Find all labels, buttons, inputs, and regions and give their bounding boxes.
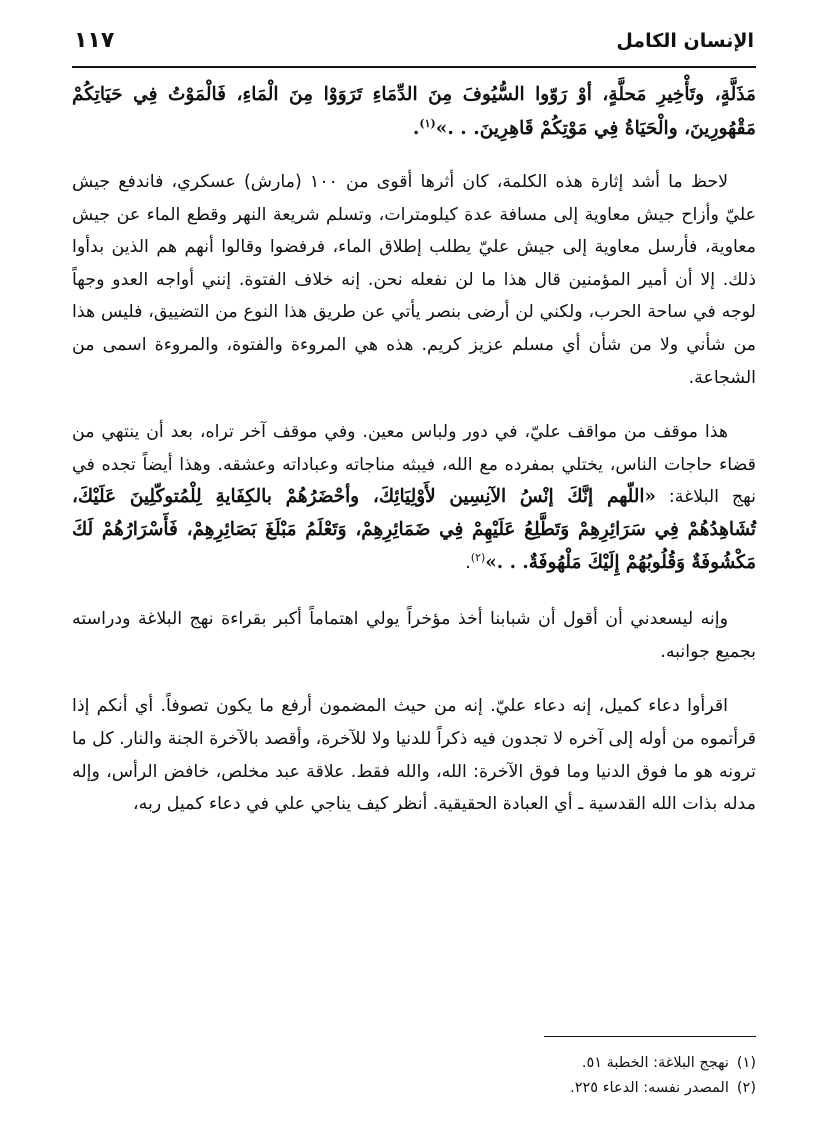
footnote-1 bbox=[72, 1051, 756, 1076]
page-header bbox=[72, 28, 756, 68]
paragraph-3-text: وإنه ليسعدني أن أقول أن شبابنا أخذ مؤخراً يولي اهتماماً أكبر بقراءة نهج البلاغة ودراسته بجميع جوانبه. bbox=[72, 609, 756, 662]
footnote-2-number: (٢) bbox=[736, 1080, 756, 1096]
paragraph-4 bbox=[72, 690, 756, 820]
footnote-1-number: (١) bbox=[736, 1055, 756, 1071]
footnote-rule bbox=[544, 1036, 756, 1037]
paragraph-1-text: لاحظ ما أشد إثارة هذه الكلمة، كان أثرها أقوى من ١٠٠ (مارش) عسكري، فاندفع جيش عليّ وأزاح جيش معاوية إلى مسافة عدة كيلومترات، وتسلم شريعة النهر وقطع الماء عن جيش معاوية، فأرسل معاوية إلى جيش عليّ يطلب إطلاق الماء، فرفضوا وقالوا أنهم هم الذين بدأوا ذلك. إلا أن أمير المؤمنين قال هذا ما لن نفعله نحن. إنه خلاف الفتوة. إنني أواجه العدو وجهاً لوجه في ساحة الحرب، ولكني لن أرضى بنصر يأتي عن طريق هذا النوع من التضييق، فليس هذا من شأني ولا من شأن أي مسلم عزيز كريم. هذه هي المروءة والفتوة، والمروءة اسمى من الشجاعة. bbox=[72, 172, 756, 388]
footnote-ref-1: (١) bbox=[419, 116, 436, 130]
opening-quote-tail: . bbox=[412, 118, 420, 139]
paragraph-2-tail: . bbox=[465, 552, 471, 573]
opening-quote-text: مَذَلَّةٍ، وتَأْخِيرِ مَحلَّةٍ، أوْ رَوّوا السُّيُوفَ مِنَ الدِّمَاءِ تَرَوَوْا مِنَ الْمَاءِ، فَالْمَوْتُ فِي حَيَاتِكُمْ مَقْهُورِينَ، والْحَيَاةُ فِي مَوْتِكُمْ قَاهِرِينَ. . .» bbox=[72, 84, 756, 139]
footnote-2-text: المصدر نفسه: الدعاء ٢٢٥. bbox=[570, 1080, 729, 1096]
paragraph-3 bbox=[72, 603, 756, 668]
munajat-quote: «اللّهم إنَّكَ إنْسُ الآنِسِين لأَوْلِيَائِكَ، وأحْضَرُهُمْ بالكِفَايةِ لِلْمُتوكّلِينَ عَلَيْكَ، تُشَاهِدُهُمْ فِي سَرَائِرِهِمْ وَتَطَّلِعُ عَلَيْهِمْ فِي ضَمَائِرِهِمْ، وَتَعْلَمُ مَبْلَغَ بَصَائِرِهِمْ، فَأَسْرَارُهُمْ لَكَ مَكْشُوفَةٌ وَقُلُوبُهُمْ إِلَيْكَ مَلْهُوفَةٌ. . .» bbox=[72, 486, 756, 573]
book-page bbox=[72, 28, 756, 1127]
footnotes bbox=[72, 1036, 756, 1101]
running-title: الإنسان الكامل bbox=[616, 30, 754, 52]
paragraph-2-text: هذا موقف من مواقف عليّ، في دور ولباس معين. وفي موقف آخر تراه، بعد أن ينتهي من قضاء حاجات الناس، يختلي بمفرده مع الله، فيبثه مناجاته وعباداته وعشقه. وهذا أيضاً تجده في نهج البلاغة: bbox=[72, 422, 756, 508]
footnote-2 bbox=[72, 1076, 756, 1101]
footnote-1-text: نهجج البلاغة: الخطبة ٥١. bbox=[581, 1055, 729, 1071]
paragraph-4-text: اقرأوا دعاء كميل، إنه دعاء عليّ. إنه من حيث المضمون أرفع ما يكون تصوفاً. أي أنكم إذا قرأتموه من أوله إلى آخره لا تجدون فيه ذكراً للدنيا ولا للآخرة، وأقصد بالآخرة الجنة والنار. كل ما ترونه هو ما فوق الدنيا وما فوق الآخرة: الله، والله فقط. علاقة عبد مخلص، خافض الرأس، وإله مدله بذات الله القدسية ـ أي العبادة الحقيقية. أنظر كيف يناجي علي في دعاء كميل ربه، bbox=[72, 696, 756, 815]
footnote-ref-2: (٢) bbox=[470, 550, 486, 564]
paragraph-2 bbox=[72, 416, 756, 579]
paragraph-1 bbox=[72, 166, 756, 394]
opening-quote bbox=[72, 78, 756, 146]
page-number: ١١٧ bbox=[74, 28, 115, 53]
